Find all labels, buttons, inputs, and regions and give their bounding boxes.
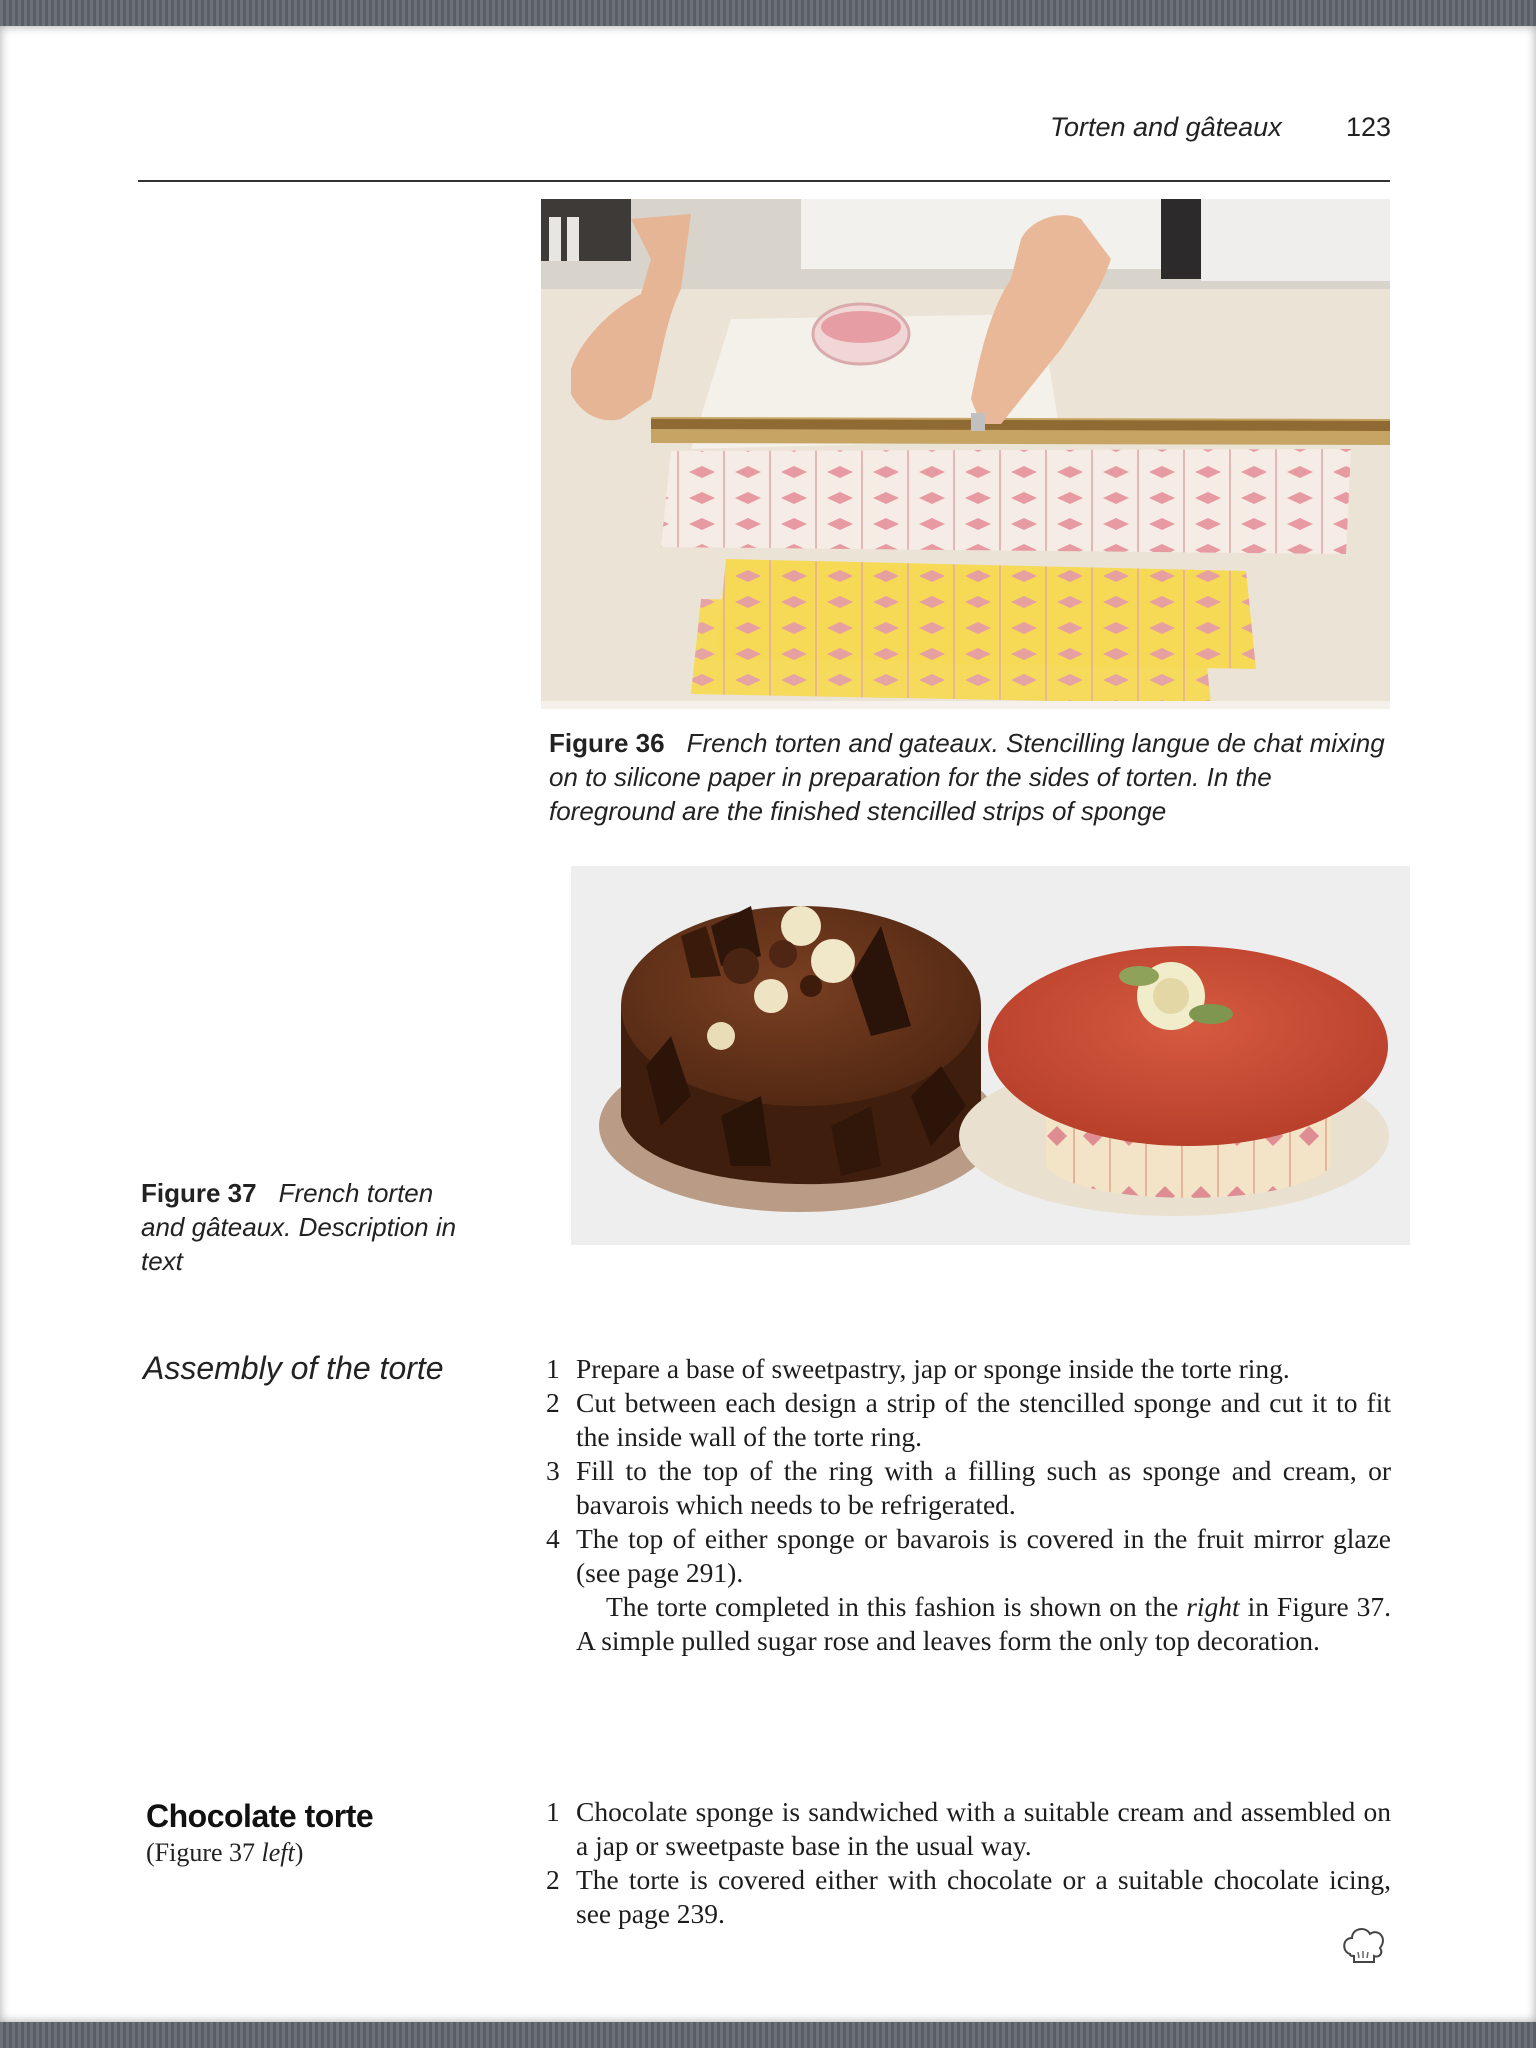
step-number: 3 — [546, 1455, 560, 1486]
book-page — [0, 26, 1536, 2022]
para-italic-word: right — [1186, 1591, 1240, 1622]
step-text: The top of either sponge or bavarois is covered in the fruit mirror glaze (see page 291). — [576, 1523, 1391, 1588]
figure-36-text: French torten and gateaux. Stencilling langue de chat mixing on to silicone paper in preparation for the sides of torten. In the foreground are the finished stencilled strips of sponge — [549, 728, 1385, 826]
para-text-after: in Figure 37. A simple pulled sugar rose and leaves form the only top decoration. — [576, 1591, 1392, 1656]
figure-36-label: Figure 36 — [549, 728, 665, 758]
chocolate-subheading — [146, 1838, 303, 1868]
assembly-heading: Assembly of the torte — [143, 1350, 444, 1386]
assembly-paragraph — [546, 1590, 1391, 1658]
figure-36-photo — [541, 199, 1390, 709]
list-item — [546, 1386, 1391, 1454]
step-number: 4 — [546, 1523, 560, 1554]
sub-italic: left — [261, 1838, 295, 1867]
chef-hat-icon — [1340, 1922, 1388, 1968]
step-number: 2 — [546, 1864, 560, 1895]
figure-36-caption — [549, 726, 1391, 828]
list-item — [546, 1795, 1391, 1863]
figure-37-caption — [141, 1176, 481, 1278]
step-number: 1 — [546, 1796, 560, 1827]
step-text: Chocolate sponge is sandwiched with a suitable cream and assembled on a jap or sweetpaste base in the usual way. — [576, 1796, 1391, 1861]
list-item — [546, 1522, 1391, 1590]
assembly-steps — [546, 1352, 1391, 1590]
header-rule — [138, 180, 1390, 182]
chocolate-steps — [546, 1795, 1391, 1931]
figure-37-text: French torten and gâteaux. Description in text — [141, 1178, 457, 1276]
running-head-title: Torten and gâteaux — [1050, 112, 1282, 142]
list-item — [546, 1352, 1391, 1386]
chocolate-heading: Chocolate torte — [146, 1798, 374, 1834]
step-text: The torte is covered either with chocolate or a suitable chocolate icing, see page 239. — [576, 1864, 1391, 1929]
step-number: 2 — [546, 1387, 560, 1418]
viewer-bottom-bar — [0, 2022, 1536, 2048]
chocolate-section — [546, 1795, 1391, 1931]
figure-37-label: Figure 37 — [141, 1178, 257, 1208]
list-item — [546, 1863, 1391, 1931]
step-text: Cut between each design a strip of the stencilled sponge and cut it to fit the inside wall of the torte ring. — [576, 1387, 1391, 1452]
sub-close: ) — [294, 1838, 304, 1867]
step-text: Prepare a base of sweetpastry, jap or sponge inside the torte ring. — [576, 1353, 1290, 1384]
assembly-section — [546, 1352, 1391, 1658]
step-text: Fill to the top of the ring with a filling such as sponge and cream, or bavarois which needs to be refrigerated. — [576, 1455, 1391, 1520]
para-text-before: The torte completed in this fashion is shown on the — [606, 1591, 1179, 1622]
step-number: 1 — [546, 1353, 560, 1384]
viewer-top-bar — [0, 0, 1536, 26]
sub-open: (Figure 37 — [146, 1838, 256, 1867]
figure-37-photo — [571, 866, 1410, 1245]
page-number: 123 — [1346, 112, 1392, 142]
list-item — [546, 1454, 1391, 1522]
